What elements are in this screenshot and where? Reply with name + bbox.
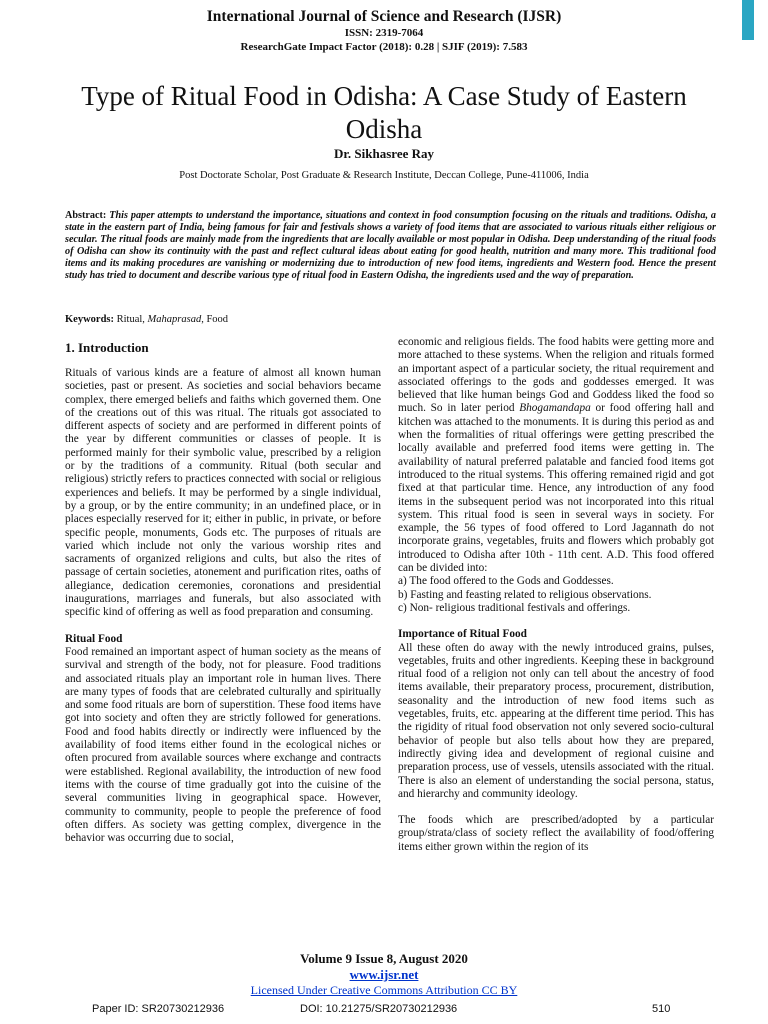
journal-website-link[interactable]: www.ijsr.net [349,967,419,982]
subheading-importance: Importance of Ritual Food [398,628,527,641]
author-name: Dr. Sikhasree Ray [333,146,435,161]
right-column [398,336,714,854]
author-affiliation: Post Doctorate Scholar, Post Graduate & Research Institute, Deccan College, Pune-411006, India [179,170,589,181]
keyword-3: , Food [201,314,229,325]
ritual-food-paragraph: Food remained an important aspect of human society as the means of survival and strength of the body, not for pleasure. Food traditions and associated rituals play an important role in human lives. There are many types of foods that are celebrated culturally and spiritually and some food rituals are born of superstition. These food items have got into society and often they are strictly followed for generations. Food and food habits directly or indirectly were influenced by the availability of food items either found in the ecological niches or often procured from available sources where exchange and contracts were established. Regional availability, the introduction of new food items with the course of time gradually got into the cuisine of the several communities living in geographical space. However, community to community, people to people the preference of food often differs. As society was getting complex, divergence in the behavior was occurring due to social, [65,645,381,845]
left-column [65,340,381,845]
foods-paragraph: The foods which are prescribed/adopted by a particular group/strata/class of society reflect the availability of food/offering items either grown within the region of its [398,814,714,853]
continuation-text-a: economic and religious fields. The food habits were getting more and more attached to these systems. When the religion and rituals formed an important aspect of a particular society, the ritual requirement and associated offerings to the gods and goddesses emerged. It was believed that like human beings God and Goddess liked the food so much. So in later period [398,336,714,415]
section-heading-introduction: 1. Introduction [65,340,149,355]
license-link[interactable]: Licensed Under Creative Commons Attribution CC BY [250,983,518,997]
subheading-ritual-food: Ritual Food [65,632,123,645]
keywords-label: Keywords: [65,314,114,325]
impact-factor: ResearchGate Impact Factor (2018): 0.28 | SJIF (2019): 7.583 [240,41,528,53]
journal-header [0,8,768,54]
journal-name: International Journal of Science and Research (IJSR) [206,8,562,25]
intro-paragraph: Rituals of various kinds are a feature of almost all known human societies, past or present. As societies and social behaviors became complex, there emerged beliefs and faiths which governed them. One of the creations out of this was ritual. The rituals got associated to different aspects of society and are performed in different points of the year by different communities or classes of people. It is performed mainly for their symbolic value, prescribed by a religion or by the traditions of a community. Ritual (both secular and religious) strictly refers to practices connected with social or religious experiences and beliefs. It may be performed by a single individual, by a group, or by the entire community; in an undefined place, or in places especially reserved for it; either in public, in private, or before specific people, monuments, Gods etc. The purposes of rituals are varied which include not only the various worship rites and sacraments of organized religions and cults, but also the rites of passage of certain societies, atonement and purification rites, oaths of allegiance, dedication ceremonies, coronations and presidential inaugurations, marriages and funerals, but also associated with specific kind of offering as well as food preparation and consuming. [65,367,381,619]
list-item: b) Fasting and feasting related to religious observations. [398,588,652,601]
continuation-paragraph [398,336,714,575]
abstract [65,210,716,283]
keywords [65,314,228,325]
keyword-2: Mahaprasad [147,314,202,325]
abstract-text: This paper attempts to understand the importance, situations and context in food consumption focusing on the rituals and traditions. Odisha, a state in the eastern part of India, being famous for fair and festivals shows a variety of food items that are associated to various rituals either religious or secular. The ritual foods are mainly made from the ingredients that are locally available or most popular in Odisha. Deep understanding of the ritual foods of Odisha can show its continuity with the past and reflect cultural ideas about eating for good health, nutrition and many more. This traditional food items and its making procedures are vanishing or modernizing due to introduction of new food items, ingredients and Western food. Hence the present study has tried to document and describe various type of ritual food in Eastern Odisha, the ingredients used and the way of preparation. [65,210,717,282]
volume-issue: Volume 9 Issue 8, August 2020 [300,951,468,966]
continuation-text-b: or food offering hall and kitchen was attached to the monuments. It is during this period as and when the formalities of ritual offerings were getting prescribed the locally available and preferred food items were getting in. The availability of natural preferred palatable and fancied food items got introduced to the ritual systems. This offering remained rigid and got fixed at that particular time. Hence, any introduction of any food items in the subsequent period was not incorporated into this ritual system. This ritual food is seen in several ways in society. For example, the 56 types of food offered to Lord Jagannath do not incorporate grains, vegetables, fruits and flowers which probably got introduced to Odisha after 10th - 11th cent. A.D. This food offered can be divided into: [398,402,714,575]
page-number: 510 [652,1003,671,1015]
list-item: c) Non- religious traditional festivals and offerings. [398,601,631,614]
doi: DOI: 10.21275/SR20730212936 [300,1003,458,1015]
importance-paragraph: All these often do away with the newly introduced grains, pulses, vegetables, fruits and other ingredients. Keeping these in background ritual food of a religion not only can tell about the ancestry of food items available, their preparatory process, procurement, distribution, seasonality and the introduction of new food items such as vegetables, fruits, etc. appearing at the different time period. This has the rigidity of ritual food observation not only severed socio-cultural behavior of people but also tells about how they are prepared, indirectly giving idea and development of regional cuisine and preparation process, use of vessels, utensils associated with the ritual. There is also an element of understanding the social persona, status, and hierarchy and community ideology. [398,641,714,800]
list-item: a) The food offered to the Gods and Goddesses. [398,575,614,588]
issn: ISSN: 2319-7064 [344,27,424,39]
paper-id: Paper ID: SR20730212936 [92,1003,225,1015]
bhogamandapa-term: Bhogamandapa [519,402,591,415]
abstract-label: Abstract: [65,210,107,221]
page-footer [0,950,768,998]
keyword-1: Ritual, [116,314,145,325]
paper-title: Type of Ritual Food in Odisha: A Case Study of Eastern Odisha [81,81,687,145]
